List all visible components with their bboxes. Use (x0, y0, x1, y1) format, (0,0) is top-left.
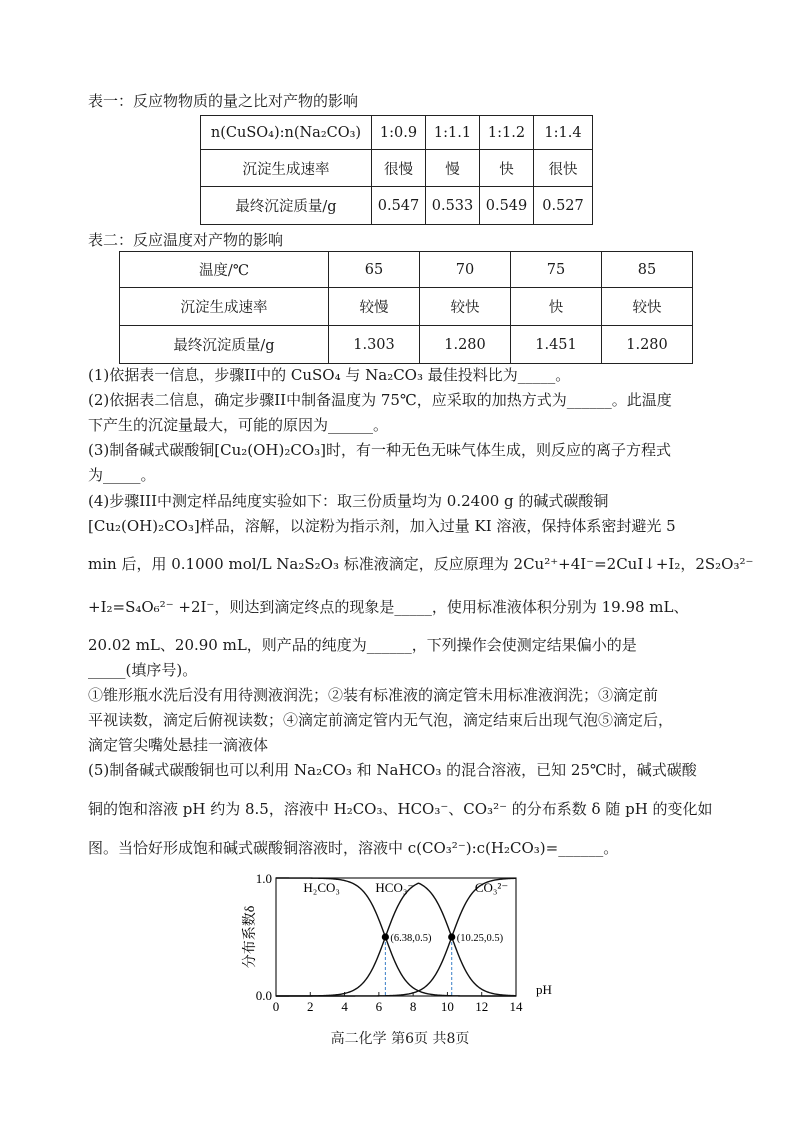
question-4-line: (4)步骤III中测定样品纯度实验如下：取三份质量均为 0.2400 g 的碱式碳酸铜 (88, 492, 609, 510)
question-4-option: ①锥形瓶水洗后没有用待测液润洗；②装有标准液的滴定管未用标准液润洗；③滴定前 (88, 686, 659, 704)
point-annotation: (10.25,0.5) (456, 933, 504, 944)
data-point (448, 933, 455, 940)
table1-cell: 慢 (426, 150, 480, 187)
table1-cell: 很快 (534, 150, 593, 187)
table2-col: 75 (511, 252, 602, 288)
table1-header-label: n(CuSO₄):n(Na₂CO₃) (201, 116, 372, 150)
y-tick-label: 0.0 (255, 988, 272, 1003)
question-2-line: 下产生的沉淀量最大，可能的原因为______。 (88, 416, 389, 434)
table1-col: 1:0.9 (372, 116, 426, 150)
table2-cell: 快 (511, 288, 602, 326)
table1-col: 1:1.2 (480, 116, 534, 150)
table2-col: 85 (602, 252, 693, 288)
table1-col: 1:1.1 (426, 116, 480, 150)
question-4-option: 滴定管尖嘴处悬挂一滴液体 (88, 736, 269, 754)
point-annotation: (6.38,0.5) (390, 933, 432, 944)
table2-cell: 较快 (602, 288, 693, 326)
table2-cell: 1.303 (329, 326, 420, 364)
table1-cell: 0.549 (480, 187, 534, 225)
x-tick-label: 12 (475, 999, 489, 1014)
table2-cell: 1.451 (511, 326, 602, 364)
question-4-line: [Cu₂(OH)₂CO₃]样品，溶解，以淀粉为指示剂，加入过量 KI 溶液，保持体系密封避光 5 (88, 517, 676, 535)
question-4-line: _____(填序号)。 (88, 661, 198, 679)
table1-cell: 快 (480, 150, 534, 187)
series-label-h2co3: H₂CO₃ (303, 880, 340, 896)
series-label-co3: CO₃²⁻ (474, 880, 509, 896)
table1 (200, 115, 593, 225)
x-tick-label: 8 (409, 999, 417, 1014)
question-5-line: 图。当恰好形成饱和碱式碳酸铜溶液时，溶液中 c(CO₃²⁻):c(H₂CO₃)=______。 (88, 839, 619, 857)
y-axis-label: 分布系数δ (243, 905, 258, 969)
x-tick-label: 2 (307, 999, 314, 1014)
question-4-line: 20.02 mL、20.90 mL，则产品的纯度为______，下列操作会使测定结果偏小的是 (88, 636, 637, 654)
question-2-line: (2)依据表二信息，确定步骤II中制备温度为 75℃，应采取的加热方式为______。此温度 (88, 391, 672, 409)
table2-caption: 表二：反应温度对产物的影响 (88, 231, 284, 249)
table2-col: 65 (329, 252, 420, 288)
table1-cell: 很慢 (372, 150, 426, 187)
question-3-line: (3)制备碱式碳酸铜[Cu₂(OH)₂CO₃]时，有一种无色无味气体生成，则反应的离子方程式 (88, 441, 671, 459)
question-5-line: (5)制备碱式碳酸铜也可以利用 Na₂CO₃ 和 NaHCO₃ 的混合溶液，已知 25℃时，碱式碳酸 (88, 761, 697, 779)
question-1: (1)依据表一信息，步骤II中的 CuSO₄ 与 Na₂CO₃ 最佳投料比为_____。 (88, 366, 571, 384)
table2-cell: 较慢 (329, 288, 420, 326)
table2-cell: 1.280 (420, 326, 511, 364)
question-4-option: 平视读数，滴定后俯视读数；④滴定前滴定管内无气泡，滴定结束后出现气泡⑤滴定后， (88, 711, 674, 729)
table1-col: 1:1.4 (534, 116, 593, 150)
table1-cell: 0.547 (372, 187, 426, 225)
table1-caption: 表一：反应物物质的量之比对产物的影响 (88, 92, 359, 110)
y-tick-label: 1.0 (255, 871, 272, 886)
x-tick-label: 6 (375, 999, 383, 1014)
x-tick-label: 0 (272, 999, 280, 1014)
question-4-line: min 后，用 0.1000 mol/L Na₂S₂O₃ 标准液滴定，反应原理为 2Cu²⁺+4I⁻=2CuI↓+I₂，2S₂O₃²⁻ (88, 555, 754, 573)
table2 (119, 251, 693, 364)
table1-row-label: 沉淀生成速率 (201, 150, 372, 187)
x-tick-label: 4 (341, 999, 348, 1014)
table2-cell: 较快 (420, 288, 511, 326)
question-3-line: 为_____。 (88, 466, 156, 484)
table2-col: 70 (420, 252, 511, 288)
table2-row-label: 最终沉淀质量/g (120, 326, 329, 364)
table2-cell: 1.280 (602, 326, 693, 364)
page-footer: 高二化学 第6页 共8页 (330, 1031, 470, 1047)
table1-cell: 0.533 (426, 187, 480, 225)
table1-row-label: 最终沉淀质量/g (201, 187, 372, 225)
table1-cell: 0.527 (534, 187, 593, 225)
data-point (382, 933, 389, 940)
table2-header-label: 温度/℃ (120, 252, 329, 288)
x-tick-label: 14 (509, 999, 523, 1014)
distribution-chart (230, 860, 570, 1020)
series-label-hco3: HCO₃⁻ (375, 880, 415, 896)
table2-row-label: 沉淀生成速率 (120, 288, 329, 326)
question-4-line: +I₂=S₄O₆²⁻ +2I⁻，则达到滴定终点的现象是_____，使用标准液体积分别为 19.98 mL、 (88, 598, 689, 616)
x-tick-label: 10 (440, 999, 454, 1014)
question-5-line: 铜的饱和溶液 pH 约为 8.5，溶液中 H₂CO₃、HCO₃⁻、CO₃²⁻ 的分布系数 δ 随 pH 的变化如 (88, 800, 713, 818)
x-axis-label: pH (536, 982, 552, 997)
